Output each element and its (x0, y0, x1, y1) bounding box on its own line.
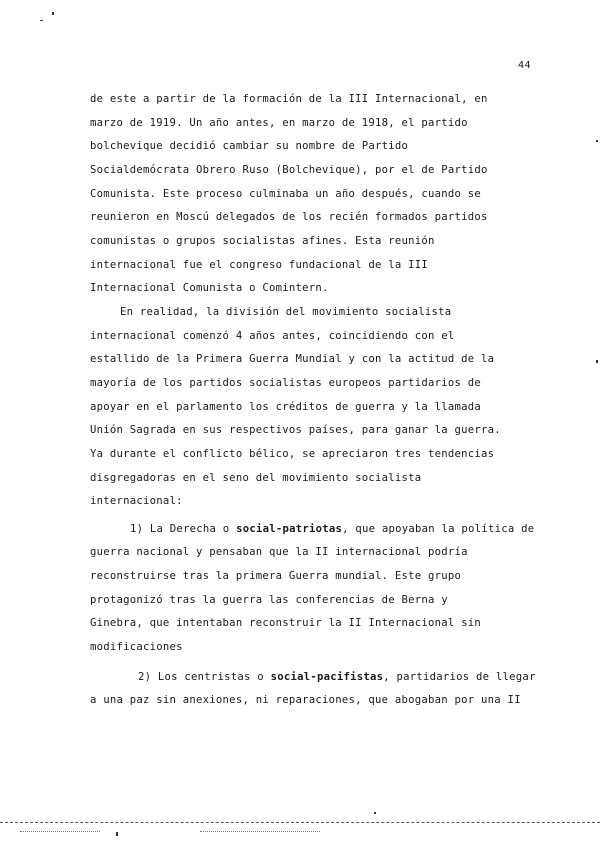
text-line: modificaciones (90, 641, 183, 654)
text-line: protagonizó tras la guerra las conferencias de Berna y (90, 593, 448, 606)
text-line: internacional fue el congreso fundacional de la III (90, 258, 429, 271)
scan-speck (40, 20, 43, 21)
paragraph (90, 88, 550, 301)
text-line: de este a partir de la formación de la III Internacional, en (90, 93, 488, 105)
footer-artifact (200, 831, 320, 832)
text-line: marzo de 1919. Un año antes, en marzo de 1918, el partido (90, 116, 468, 129)
scan-speck (116, 832, 118, 836)
text-line: internacional comenzó 4 años antes, coincidiendo con el (90, 329, 455, 342)
list-item-rest: , que apoyaban la política de (342, 522, 535, 535)
text-line: guerra nacional y pensaban que la II internacional podría (90, 546, 468, 559)
text-line: bolchevique decidió cambiar su nombre de Partido (90, 140, 409, 153)
text-line: comunistas o grupos socialistas afines. Esta reunión (90, 234, 435, 247)
text-line: Ginebra, que intentaban reconstruir la II Internacional sin (90, 617, 482, 630)
text-line: mayoría de los partidos socialistas europeos partidarios de (90, 376, 482, 389)
page-number: 44 (518, 60, 532, 71)
text-line: Comunista. Este proceso culminaba un año después, cuando se (90, 187, 482, 200)
text-line: internacional: (90, 495, 183, 508)
document-body (90, 88, 550, 713)
footer-artifact (20, 831, 100, 832)
scan-speck (596, 140, 598, 142)
scan-speck (596, 360, 598, 363)
list-item-term: social-patriotas (236, 522, 343, 535)
list-item (90, 518, 550, 660)
text-line: Internacional Comunista o Comintern. (90, 282, 329, 295)
scan-speck (374, 812, 376, 814)
list-item-first-line (90, 518, 550, 542)
scan-speck (52, 12, 54, 15)
text-line: disgregadoras en el seno del movimiento socialista (90, 471, 422, 484)
list-item-first-line (90, 666, 550, 690)
list-item (90, 666, 550, 713)
list-item-rest: , partidarios de llegar (383, 670, 536, 683)
list-item-term: social-pacifistas (270, 670, 384, 683)
text-line: apoyar en el parlamento los créditos de guerra y la llamada (90, 400, 482, 413)
text-line: reconstruirse tras la primera Guerra mundial. Este grupo (90, 570, 462, 583)
text-line: En realidad, la división del movimiento socialista (120, 305, 452, 318)
footer-rule (0, 822, 600, 823)
text-line: reunieron en Moscú delegados de los recién formados partidos (90, 211, 488, 224)
text-line: Socialdemócrata Obrero Ruso (Bolchevique), por el de Partido (90, 163, 488, 176)
text-line: Unión Sagrada en sus respectivos países, para ganar la guerra. (90, 424, 501, 437)
paragraph (90, 301, 550, 514)
text-line: Ya durante el conflicto bélico, se apreciaron tres tendencias (90, 447, 495, 460)
text-line: a una paz sin anexiones, ni reparaciones, que abogaban por una II (90, 694, 521, 707)
list-item-lead: 1) La Derecha o (130, 522, 237, 535)
text-line: estallido de la Primera Guerra Mundial y con la actitud de la (90, 353, 495, 366)
list-item-lead: 2) Los centristas o (138, 670, 271, 683)
